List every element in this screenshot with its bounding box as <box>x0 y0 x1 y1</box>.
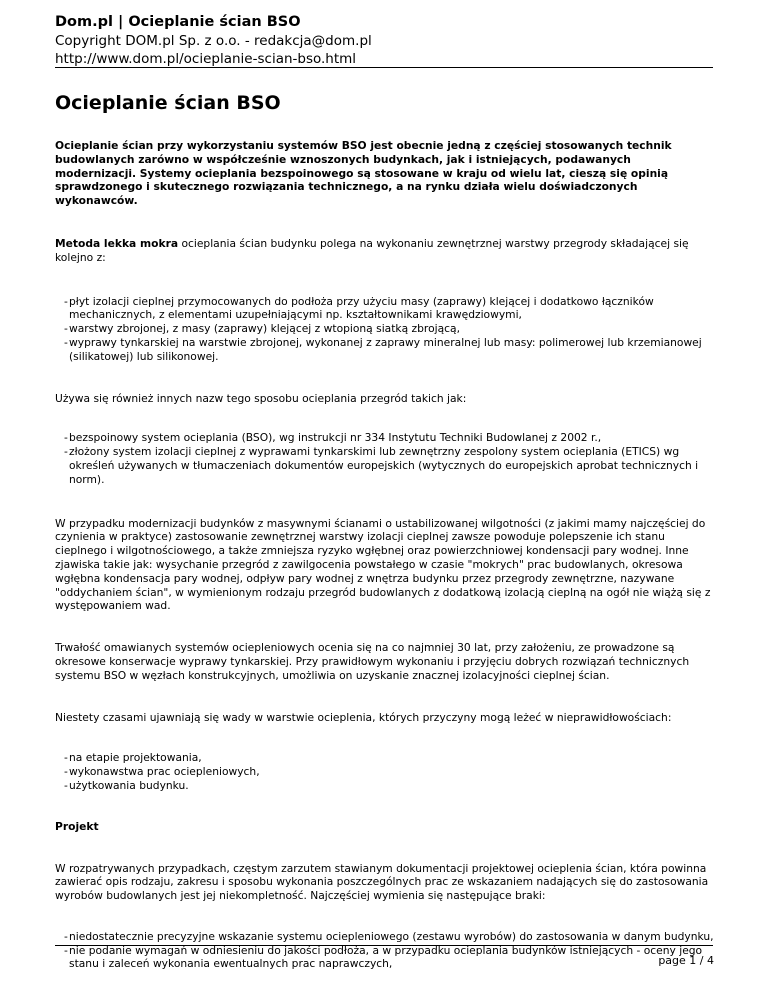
paragraph-method <box>55 237 715 265</box>
article-lead: Ocieplanie ścian przy wykorzystaniu systemów BSO jest obecnie jedną z częściej stosowanych technik budowlanych zarówno w współcześnie wznoszonych budynkach, jak i istniejących, podawanych modernizacji. Systemy ocieplania bezspoinowego są stosowane w kraju od wielu lat, cieszą się opinią sprawdzonego i skutecznego rozwiązania technicznego, a na rynku działa wielu doświadczonych wykonawców. <box>55 139 672 208</box>
section-heading-projekt: Projekt <box>55 819 99 833</box>
list-item: - niedostatecznie precyzyjne wskazanie systemu ociepleniowego (zestawu wyrobów) do zastosowania w danym budynku, <box>69 930 715 944</box>
paragraph-names: Używa się również innych nazw tego sposobu ocieplania przegród takich jak: <box>55 391 467 405</box>
header-copyright: Copyright DOM.pl Sp. z o.o. - redakcja@dom.pl <box>55 33 372 49</box>
list-item: - warstwy zbrojonej, z masy (zaprawy) klejącej z wtopioną siatką zbrojącą, <box>69 322 715 336</box>
document-header <box>55 12 715 68</box>
article-title: Ocieplanie ścian BSO <box>55 92 281 114</box>
list-item: - użytkowania budynku. <box>69 779 715 793</box>
article-body <box>55 84 715 971</box>
list-item: - złożony system izolacji cieplnej z wyprawami tynkarskimi lub zewnętrzny zespolony system ocieplania (ETICS) wg określeń używanych w tłumaczeniach dokumentów europejskich (wytycznych do europejskich aprobat technicznych i norm). <box>69 445 715 486</box>
header-url[interactable]: http://www.dom.pl/ocieplanie-scian-bso.html <box>55 51 357 67</box>
page-number: page 1 / 4 <box>658 954 714 967</box>
names-list <box>55 431 715 486</box>
list-item: - nie podanie wymagań w odniesieniu do jakości podłoża, a w przypadku ocieplania budynków istniejących - oceny jego stanu i zaleceń wykonania ewentualnych prac naprawczych, <box>69 944 715 972</box>
list-item: - płyt izolacji cieplnej przymocowanych do podłoża przy użyciu masy (zaprawy) klejącej i dodatkowo łączników mechanicznych, z elementami uzupełniającymi np. kształtownikami krawędziowymi, <box>69 295 715 323</box>
list-item: - wyprawy tynkarskiej na warstwie zbrojonej, wykonanej z zaprawy mineralnej lub masy: polimerowej lub krzemianowej (silikatowej) lub silikonowej. <box>69 336 715 364</box>
list-item: - bezspoinowy system ocieplania (BSO), wg instrukcji nr 334 Instytutu Techniki Budowlanej z 2002 r., <box>69 431 715 445</box>
layers-list <box>55 295 715 364</box>
paragraph-modernization: W przypadku modernizacji budynków z masywnymi ścianami o ustabilizowanej wilgotności (z jakimi mamy najczęściej do czynienia w praktyce) zastosowanie zewnętrznej warstwy izolacji cieplnej zawsze powoduje polepszenie ich stanu cieplnego i wilgotnościowego, a także zmniejsza ryzyko wgłębnej oraz powierzchniowej kondensacji pary wodnej. Inne zjawiska takie jak: wysychanie przegród z zawilgocenia powstałego w czasie "mokrych" prac budowlanych, okresowa wgłębna kondensacja pary wodnej, odpływ pary wodnej z wnętrza budynku przez przegrody zewnętrzne, nazywane "oddychaniem ścian", w wymienionym rodzaju przegród budowlanych z dodatkową izolacją cieplną na ogół nie wiążą się z występowaniem wad. <box>55 516 711 613</box>
header-divider <box>55 67 713 68</box>
header-title: Dom.pl | Ocieplanie ścian BSO <box>55 14 301 30</box>
paragraph-project: W rozpatrywanych przypadkach, częstym zarzutem stawianym dokumentacji projektowej ocieplenia ścian, która powinna zawierać opis rodzaju, zakresu i sposobu wykonania poszczególnych prac ze wskazaniem nadających się do zastosowania wyrobów budowlanych jest jej niekompletność. Najczęściej wymienia się następujące braki: <box>55 861 709 903</box>
paragraph-defects: Niestety czasami ujawniają się wady w warstwie ocieplenia, których przyczyny mogą leżeć w nieprawidłowościach: <box>55 710 672 724</box>
list-item: - na etapie projektowania, <box>69 751 715 765</box>
project-gaps-list <box>55 930 715 971</box>
method-rest: ocieplania ścian budynku polega na wykonaniu zewnętrznej warstwy przegrody składającej się kolejno z: <box>55 236 689 264</box>
defects-list <box>55 751 715 792</box>
footer-divider <box>55 945 713 946</box>
paragraph-durability: Trwałość omawianych systemów ociepleniowych ocenia się na co najmniej 30 lat, przy założeniu, ze prowadzone są okresowe konserwacje wyprawy tynkarskiej. Przy prawidłowym wykonaniu i przyjęciu dobrych rozwiązań technicznych systemu BSO w węzłach konstrukcyjnych, umożliwia on uzyskanie znacznej izolacyjności cieplnej ścian. <box>55 641 690 682</box>
list-item: - wykonawstwa prac ociepleniowych, <box>69 765 715 779</box>
method-bold: Metoda lekka mokra <box>55 236 179 250</box>
